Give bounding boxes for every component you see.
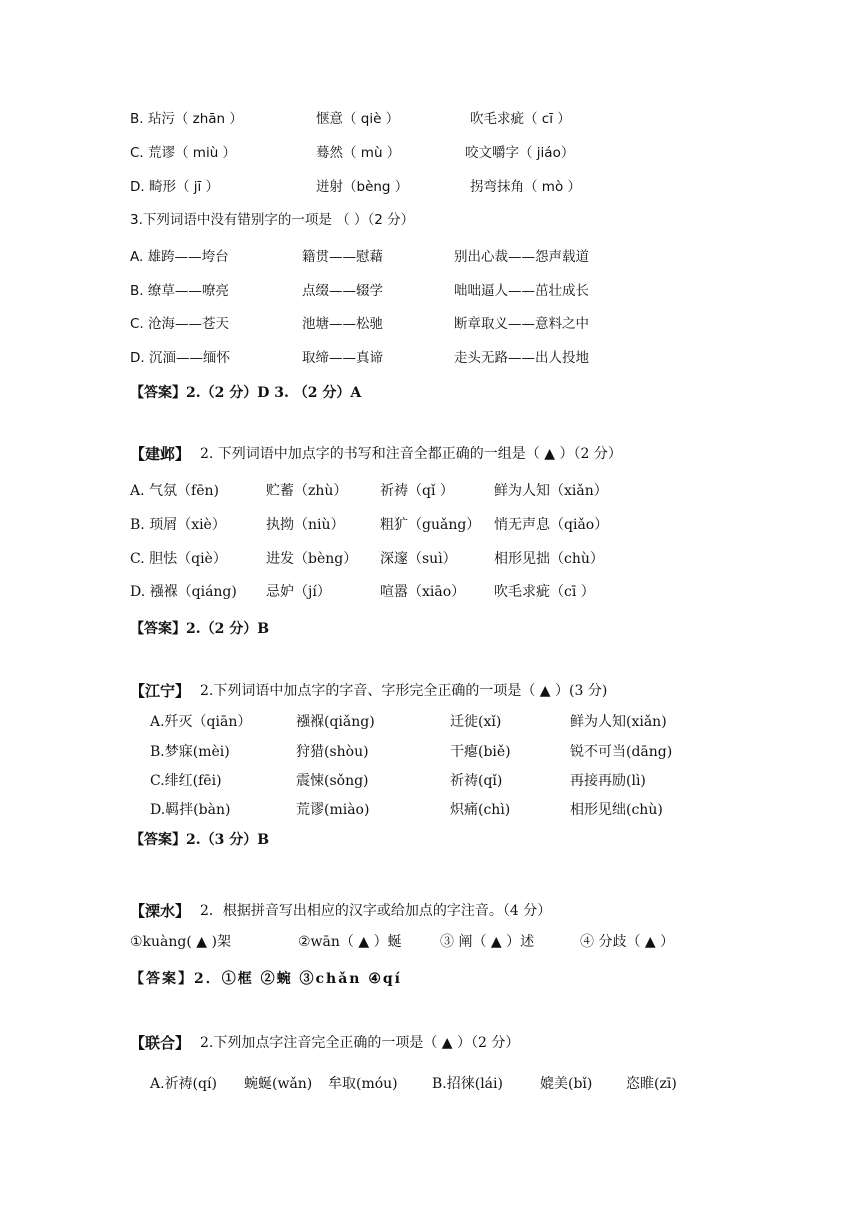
option-cell: 籍贯——慰藉 <box>302 249 383 265</box>
fill-item: ④ 分歧（ ▲ ） <box>580 934 675 950</box>
option-cell: 吹毛求疵（cī ） <box>494 584 595 600</box>
option-cell: 池塘——松驰 <box>302 316 383 332</box>
option-cell: 拐弯抹角（ mò ） <box>470 179 581 195</box>
option-cell: 相形见绌(chù) <box>570 802 663 818</box>
section-tag: 【联合】 <box>130 1034 191 1052</box>
option-cell: C.绯红(fēi) <box>150 773 222 789</box>
answer-text: 【答案】2.（2 分）B <box>130 621 270 637</box>
option-cell: 蜿蜒(wǎn) <box>244 1076 313 1092</box>
question-text: 2．根据拼音写出相应的汉字或给加点的字注音。（4 分） <box>200 903 552 919</box>
option-cell: 干瘪(biě) <box>450 744 511 760</box>
option-cell: 断章取义——意料之中 <box>454 316 589 332</box>
option-cell: 点缀——辍学 <box>302 283 383 299</box>
option-cell: B. 顼屑（xiè） <box>130 517 226 533</box>
option-cell: B. 玷污（ zhān ） <box>130 111 243 127</box>
option-cell: 鲜为人知（xiǎn） <box>494 483 608 499</box>
option-cell: 喧嚣（xiāo） <box>380 584 466 600</box>
option-cell: C. 沧海——苍天 <box>130 316 230 332</box>
option-cell: B. 缭草——嘹亮 <box>130 283 229 299</box>
fill-item: ③ 阐（ ▲ ）述 <box>440 934 535 950</box>
option-cell: 震悚(sǒng) <box>296 773 369 789</box>
option-cell: 吹毛求疵（ cī ） <box>470 111 571 127</box>
answer-text: 【答案】2．①框 ②蜿 ③chǎn ④qí <box>130 971 402 987</box>
option-cell: 迁徙(xǐ) <box>450 714 502 730</box>
option-cell: B.招徕(lái) <box>432 1076 503 1092</box>
option-cell: 媲美(bǐ) <box>540 1076 593 1092</box>
option-cell: 走头无路——出人投地 <box>454 350 589 366</box>
option-cell: 荒谬(miào) <box>296 802 370 818</box>
option-cell: D.羁拌(bàn) <box>150 802 231 818</box>
option-cell: C. 荒谬（ miù ） <box>130 145 237 161</box>
option-cell: 祈祷(qǐ) <box>450 773 503 789</box>
option-cell: 惬意（ qiè ） <box>316 111 400 127</box>
option-cell: A.歼灭（qiān） <box>150 714 252 730</box>
option-cell: D. 沉湎——缅怀 <box>130 350 230 366</box>
option-cell: 相形见拙（chù） <box>494 551 604 567</box>
fill-item: ②wān（ ▲ ）蜒 <box>298 934 402 950</box>
option-cell: 蓦然（ mù ） <box>316 145 401 161</box>
option-cell: A. 气氛（fēn) <box>130 483 219 499</box>
question-text: 2.下列词语中加点字的字音、字形完全正确的一项是（ ▲ ）(3 分) <box>200 683 608 699</box>
option-cell: 贮蓄（zhù） <box>266 483 348 499</box>
option-cell: 锐不可当(dāng) <box>570 744 673 760</box>
section-tag: 【溧水】 <box>130 902 191 920</box>
option-cell: 再接再励(lì) <box>570 773 646 789</box>
option-cell: C. 胆怯（qiè） <box>130 551 227 567</box>
option-cell: D. 畸形（ jī ） <box>130 179 220 195</box>
option-cell: 迸射（bèng ） <box>316 179 409 195</box>
option-cell: 忌妒（jí） <box>266 584 331 600</box>
option-cell: 深邃（suì） <box>380 551 457 567</box>
option-cell: D. 襁褓（qiáng) <box>130 584 237 600</box>
answer-text: 【答案】2.（3 分）B <box>130 832 270 848</box>
question-text: 3.下列词语中没有错别字的一项是 （ ）（2 分） <box>130 212 415 228</box>
option-cell: 别出心裁——怨声载道 <box>454 249 589 265</box>
fill-item: ①kuàng( ▲ )架 <box>130 934 231 950</box>
option-cell: 咬文嚼字（ jiáo） <box>465 145 575 161</box>
option-cell: A.祈祷(qí) <box>150 1076 217 1092</box>
option-cell: B.梦寐(mèi) <box>150 744 230 760</box>
section-tag: 【建邺】 <box>130 445 191 463</box>
option-cell: 粗犷（guǎng） <box>380 517 481 533</box>
option-cell: 牟取(móu) <box>328 1076 398 1092</box>
question-text: 2. 下列词语中加点字的书写和注音全都正确的一组是（ ▲ ）（2 分） <box>200 446 622 462</box>
option-cell: 咄咄逼人——茁壮成长 <box>454 283 589 299</box>
option-cell: 悄无声息（qiǎo） <box>494 517 609 533</box>
option-cell: A. 雄跨——垮台 <box>130 249 229 265</box>
question-text: 2.下列加点字注音完全正确的一项是（ ▲ ）（2 分） <box>200 1035 520 1051</box>
option-cell: 炽痛(chì) <box>450 802 511 818</box>
answer-text: 【答案】2.（2 分）D 3. （2 分）A <box>130 385 362 401</box>
option-cell: 祈祷（qǐ ） <box>380 483 454 499</box>
option-cell: 襁褓(qiǎng) <box>296 714 375 730</box>
section-tag: 【江宁】 <box>130 682 191 700</box>
option-cell: 恣睢(zī) <box>626 1076 677 1092</box>
option-cell: 狩猎(shòu) <box>296 744 369 760</box>
option-cell: 取缔——真谛 <box>302 350 383 366</box>
option-cell: 执拗（niù） <box>266 517 345 533</box>
option-cell: 进发（bèng） <box>266 551 358 567</box>
option-cell: 鲜为人知(xiǎn) <box>570 714 667 730</box>
